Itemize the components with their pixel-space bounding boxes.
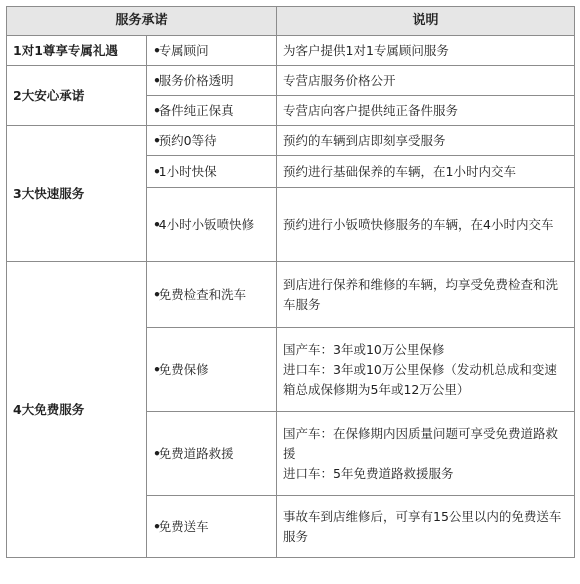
item-label: 1小时快保: [158, 163, 217, 179]
description-cell: [277, 412, 575, 496]
description-line: 进口车：3年或10万公里保修（发动机总成和变速箱总成保修期为5年或12万公里）: [283, 361, 557, 397]
category-cell: 1对1尊享专属礼遇: [7, 36, 147, 66]
item-label: 专属顾问: [158, 42, 209, 58]
item-cell: [147, 96, 277, 126]
service-commitment-table: [6, 6, 575, 558]
description-cell: [277, 156, 575, 188]
service-commitment-sheet: [6, 6, 574, 558]
item-cell: [147, 262, 277, 328]
item-label: 服务价格透明: [158, 72, 234, 88]
table-row: [7, 126, 575, 156]
description-cell: [277, 66, 575, 96]
header-commitment: 服务承诺: [7, 7, 277, 36]
item-cell: [147, 156, 277, 188]
description-cell: [277, 328, 575, 412]
description-line: 预约进行小钣喷快修服务的车辆，在4小时内交车: [283, 216, 554, 232]
item-label: 备件纯正保真: [158, 102, 234, 118]
description-cell: [277, 96, 575, 126]
item-cell: [147, 328, 277, 412]
bullet-mark: •: [153, 445, 161, 461]
description-line: 为客户提供1对1专属顾问服务: [283, 42, 449, 58]
category-cell: 3大快速服务: [7, 126, 147, 262]
description-cell: [277, 126, 575, 156]
bullet-mark: •: [153, 102, 161, 118]
item-cell: [147, 126, 277, 156]
description-line: 国产车：3年或10万公里保修: [283, 341, 445, 357]
bullet-mark: •: [153, 518, 161, 534]
category-cell: 4大免费服务: [7, 262, 147, 558]
bullet-mark: •: [153, 163, 161, 179]
table-row: [7, 66, 575, 96]
table-row: [7, 36, 575, 66]
item-label: 免费检查和洗车: [158, 286, 247, 302]
bullet-mark: •: [153, 42, 161, 58]
description-line: 预约的车辆到店即刻享受服务: [283, 132, 446, 148]
description-line: 专营店向客户提供纯正备件服务: [283, 102, 459, 118]
header-description: 说明: [277, 7, 575, 36]
bullet-mark: •: [153, 132, 161, 148]
description-cell: [277, 262, 575, 328]
item-cell: [147, 188, 277, 262]
item-label: 免费送车: [158, 518, 209, 534]
description-line: 国产车：在保修期内因质量问题可享受免费道路救援: [283, 425, 559, 461]
bullet-mark: •: [153, 361, 161, 377]
description-cell: [277, 36, 575, 66]
category-cell: 2大安心承诺: [7, 66, 147, 126]
description-line: 专营店服务价格公开: [283, 72, 396, 88]
description-line: 预约进行基础保养的车辆，在1小时内交车: [283, 163, 516, 179]
item-cell: [147, 496, 277, 558]
bullet-mark: •: [153, 286, 161, 302]
description-line: 事故车到店维修后，可享有15公里以内的免费送车服务: [283, 508, 562, 544]
bullet-mark: •: [153, 72, 161, 88]
description-cell: [277, 496, 575, 558]
item-label: 免费保修: [158, 361, 209, 377]
item-cell: [147, 412, 277, 496]
item-label: 预约0等待: [158, 132, 217, 148]
item-label: 免费道路救援: [158, 445, 234, 461]
item-cell: [147, 66, 277, 96]
item-label: 4小时小钣喷快修: [158, 216, 255, 232]
bullet-mark: •: [153, 216, 161, 232]
description-line: 进口车：5年免费道路救援服务: [283, 465, 454, 481]
item-cell: [147, 36, 277, 66]
table-row: [7, 262, 575, 328]
table-header-row: [7, 7, 575, 36]
description-cell: [277, 188, 575, 262]
description-line: 到店进行保养和维修的车辆，均享受免费检查和洗车服务: [283, 276, 559, 312]
